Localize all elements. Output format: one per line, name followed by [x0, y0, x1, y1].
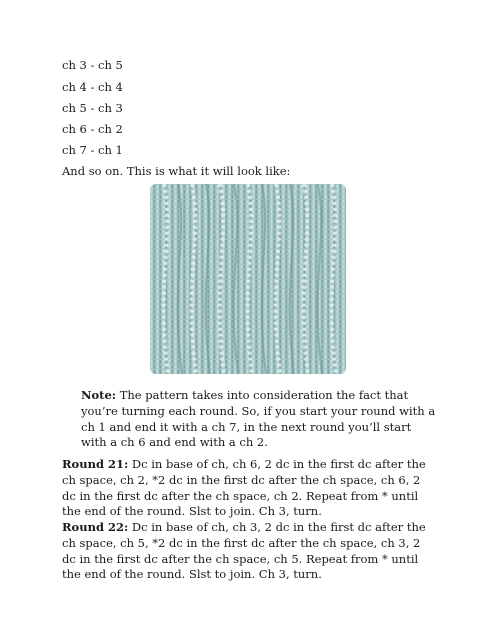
chain-list-item: ch 4 - ch 4 — [62, 80, 123, 94]
round-label: Round 21: — [62, 457, 129, 471]
crochet-swatch-image — [150, 184, 346, 374]
round-label: Round 22: — [62, 520, 129, 534]
note-label: Note: — [81, 388, 117, 402]
chain-list-item: ch 7 - ch 1 — [62, 143, 123, 157]
note-paragraph — [81, 388, 437, 451]
round-text: Dc in base of ch, ch 3, 2 dc in the first dc after the ch space, ch 5, *2 dc in the first dc after the ch space, ch 3, 2 dc in the first dc after the ch space, ch 5. Repeat from * until the end of the round. Slst to join. Ch 3, turn. — [62, 520, 426, 582]
chain-list-item: ch 6 - ch 2 — [62, 122, 123, 136]
round-21-paragraph — [62, 457, 436, 520]
crochet-lace-swatch-icon — [150, 184, 346, 374]
note-text: The pattern takes into consideration the fact that you’re turning each round. So, if you start your round with a ch 1 and end it with a ch 7, in the next round you’ll start with a ch 6 and end with a ch 2. — [81, 388, 436, 450]
round-22-paragraph — [62, 520, 436, 583]
chain-list-item: ch 3 - ch 5 — [62, 58, 123, 72]
chain-list-item: ch 5 - ch 3 — [62, 101, 123, 115]
round-text: Dc in base of ch, ch 6, 2 dc in the first dc after the ch space, ch 2, *2 dc in the first dc after the ch space, ch 6, 2 dc in the first dc after the ch space, ch 2. Repeat from * until the end of the round. Slst to join. Ch 3, turn. — [62, 457, 426, 519]
intro-text: And so on. This is what it will look like: — [62, 164, 291, 178]
